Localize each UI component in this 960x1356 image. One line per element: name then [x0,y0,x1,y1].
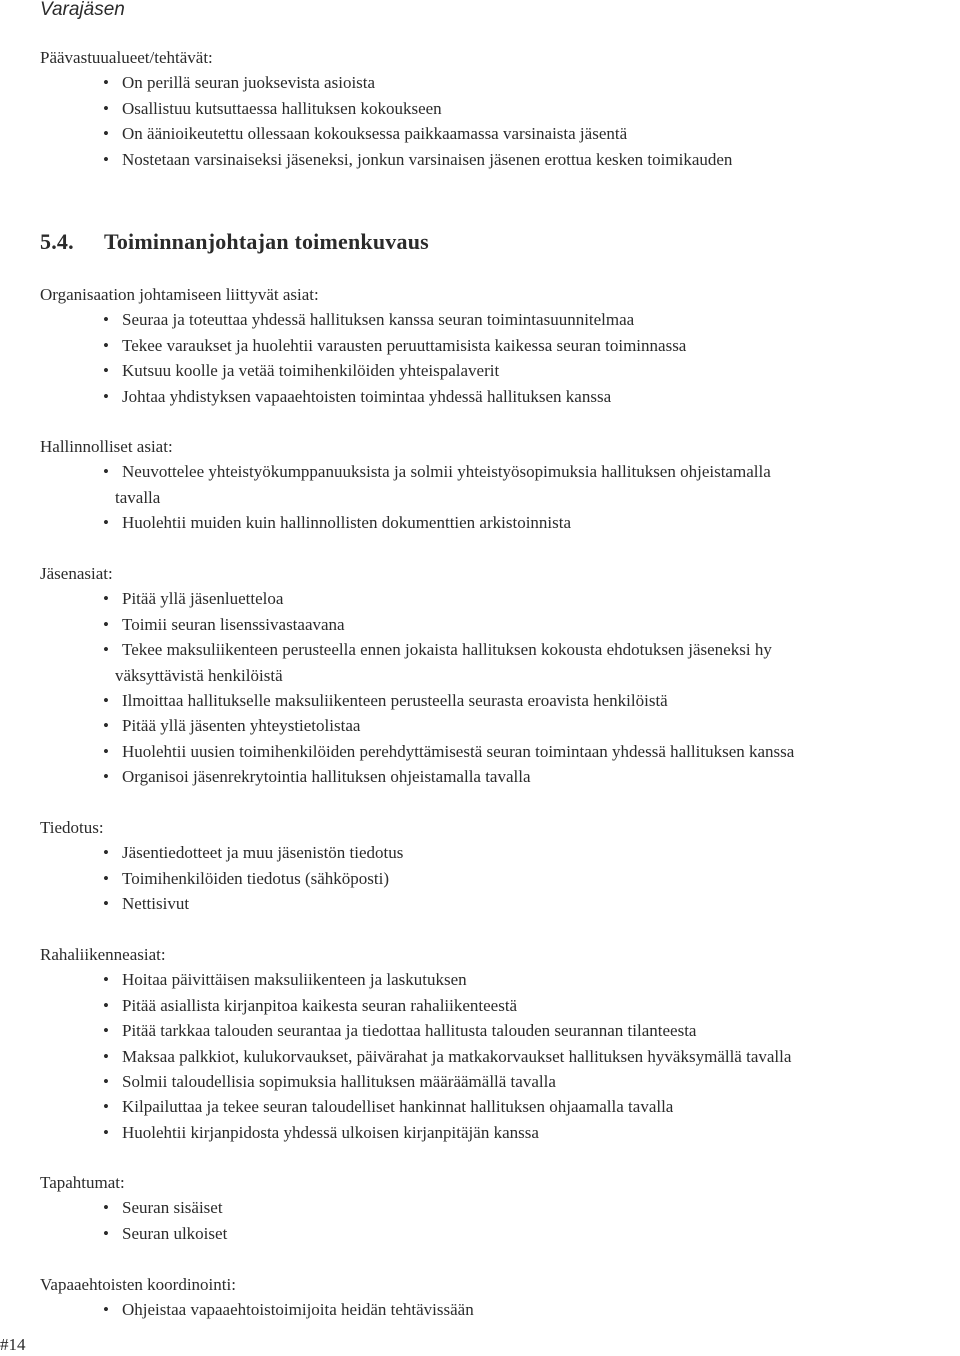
group-label: Rahaliikenneasiat: [40,945,166,964]
bullet-icon: • [103,894,109,914]
bullet-icon: • [103,513,109,533]
list-item-text: Kutsuu koolle ja vetää toimihenkilöiden yhteispalaverit [122,361,500,381]
list-item-text: Pitää yllä jäsenluetteloa [122,589,284,609]
list-item-text: Tekee varaukset ja huolehtii varausten peruuttamisista kaikessa seuran toiminnassa [122,335,687,355]
group-label: Jäsenasiat: [40,564,113,583]
bullet-icon: • [103,386,109,406]
list-item [40,993,958,1018]
group-label: Tiedotus: [40,818,104,837]
bullet-list [40,840,958,916]
list-item [40,70,958,95]
list-item-text: Organisoi jäsenrekrytointia hallituksen ohjeistamalla tavalla [122,767,531,787]
section-title: Toiminnanjohtajan toimenkuvaus [104,229,429,254]
bullet-list [40,967,958,1145]
list-item [40,713,958,738]
bullet-list [40,586,958,789]
bullet-list [40,1195,958,1246]
list-item-text: Seuran ulkoiset [122,1223,228,1243]
bullet-icon: • [103,1097,109,1117]
list-item [40,307,958,332]
list-item [40,121,958,146]
bullet-icon: • [103,1198,109,1218]
list-item-text: Seuran sisäiset [122,1198,223,1218]
bullet-icon: • [103,767,109,787]
bullet-icon: • [103,640,109,660]
group-label: Organisaation johtamiseen liittyvät asiat: [40,285,319,304]
bullet-icon: • [103,1223,109,1243]
bullet-icon: • [103,1300,109,1320]
bullet-icon: • [103,716,109,736]
list-item-text: Huolehtii muiden kuin hallinnollisten dokumenttien arkistoinnista [122,513,572,533]
bullet-icon: • [103,149,109,169]
bullet-icon: • [103,589,109,609]
list-item [40,891,958,916]
list-item [40,1297,958,1322]
bullet-icon: • [103,1122,109,1142]
list-item [40,840,958,865]
bullet-list [40,1297,958,1322]
group-communication [40,815,958,917]
list-item [40,1044,958,1069]
list-item [40,384,958,409]
list-item [40,688,958,713]
list-item-text: Tekee maksuliikenteen perusteella ennen jokaista hallituksen kokousta ehdotuksen jäseneksi hy [122,640,772,660]
bullet-icon: • [103,361,109,381]
list-item [40,459,958,510]
section-heading [40,228,429,256]
list-item [40,333,958,358]
bullet-icon: • [103,868,109,888]
role-title: Varajäsen [40,0,125,20]
list-item [40,586,958,611]
list-item-text: Nostetaan varsinaiseksi jäseneksi, jonkun varsinaisen jäsenen erottua kesken toimikauden [122,149,733,169]
group-volunteers [40,1272,958,1323]
bullet-icon: • [103,310,109,330]
list-item-text: Pitää asiallista kirjanpitoa kaikesta seuran rahaliikenteestä [122,995,518,1015]
list-item [40,1018,958,1043]
bullet-list [40,307,958,409]
list-item [40,147,958,172]
list-item-text: Maksaa palkkiot, kulukorvaukset, päivärahat ja matkakorvaukset hallituksen hyväksymällä tavalla [122,1046,792,1066]
bullet-icon: • [103,335,109,355]
list-item [40,1094,958,1119]
list-item-continuation: tavalla [115,487,161,507]
group-label: Päävastuualueet/tehtävät: [40,48,213,67]
group-role-responsibilities [40,45,958,172]
bullet-icon: • [103,124,109,144]
bullet-icon: • [103,1072,109,1092]
list-item [40,637,958,688]
list-item [40,1221,958,1246]
list-item-text: Neuvottelee yhteistyökumppanuuksista ja solmii yhteistyösopimuksia hallituksen ohjeistamalla [122,462,771,482]
bullet-icon: • [103,741,109,761]
list-item [40,967,958,992]
bullet-icon: • [103,1046,109,1066]
list-item-text: Solmii taloudellisia sopimuksia hallituksen määräämällä tavalla [122,1072,556,1092]
list-item-text: Toimii seuran lisenssivastaavana [122,614,345,634]
list-item [40,764,958,789]
list-item-text: On perillä seuran juoksevista asioista [122,73,376,93]
group-label: Vapaaehtoisten koordinointi: [40,1275,236,1294]
group-label: Hallinnolliset asiat: [40,437,173,456]
bullet-icon: • [103,843,109,863]
bullet-list [40,459,958,535]
list-item [40,1120,958,1145]
list-item [40,612,958,637]
group-label: Tapahtumat: [40,1173,125,1192]
group-administration [40,434,958,536]
list-item-text: Seuraa ja toteuttaa yhdessä hallituksen kanssa seuran toimintasuunnitelmaa [122,310,635,330]
list-item-text: Ohjeistaa vapaaehtoistoimijoita heidän tehtävissään [122,1300,474,1320]
bullet-icon: • [103,995,109,1015]
bullet-icon: • [103,462,109,482]
list-item [40,739,958,764]
bullet-icon: • [103,970,109,990]
list-item-text: Huolehtii kirjanpidosta yhdessä ulkoisen kirjanpitäjän kanssa [122,1122,539,1142]
list-item-text: Johtaa yhdistyksen vapaaehtoisten toimintaa yhdessä hallituksen kanssa [122,386,612,406]
list-item-continuation: väksyttävistä henkilöistä [115,665,283,685]
list-item-text: Jäsentiedotteet ja muu jäsenistön tiedotus [122,843,404,863]
page-number: #14 [0,1335,26,1354]
group-membership [40,561,958,790]
list-item-text: Pitää tarkkaa talouden seurantaa ja tiedottaa hallitusta talouden seurannan tilanteesta [122,1021,697,1041]
list-item-text: Osallistuu kutsuttaessa hallituksen kokoukseen [122,98,442,118]
list-item [40,866,958,891]
group-finance [40,942,958,1145]
list-item-text: Nettisivut [122,894,190,914]
list-item-text: On äänioikeutettu ollessaan kokouksessa paikkaamassa varsinaista jäsentä [122,124,628,144]
bullet-icon: • [103,1021,109,1041]
bullet-icon: • [103,98,109,118]
bullet-icon: • [103,614,109,634]
section-number: 5.4. [40,229,74,254]
list-item-text: Huolehtii uusien toimihenkilöiden perehdyttämisestä seuran toimintaan yhdessä hallituksen kanssa [122,741,795,761]
list-item [40,510,958,535]
list-item-text: Pitää yllä jäsenten yhteystietolistaa [122,716,361,736]
bullet-icon: • [103,691,109,711]
bullet-icon: • [103,73,109,93]
bullet-list [40,70,958,172]
list-item-text: Ilmoittaa hallitukselle maksuliikenteen perusteella seurasta eroavista henkilöistä [122,691,668,711]
list-item [40,1195,958,1220]
group-organisation [40,282,958,409]
list-item [40,358,958,383]
list-item [40,96,958,121]
list-item-text: Hoitaa päivittäisen maksuliikenteen ja laskutuksen [122,970,467,990]
list-item [40,1069,958,1094]
list-item-text: Toimihenkilöiden tiedotus (sähköposti) [122,868,390,888]
group-events [40,1170,958,1246]
list-item-text: Kilpailuttaa ja tekee seuran taloudelliset hankinnat hallituksen ohjaamalla tavalla [122,1097,674,1117]
